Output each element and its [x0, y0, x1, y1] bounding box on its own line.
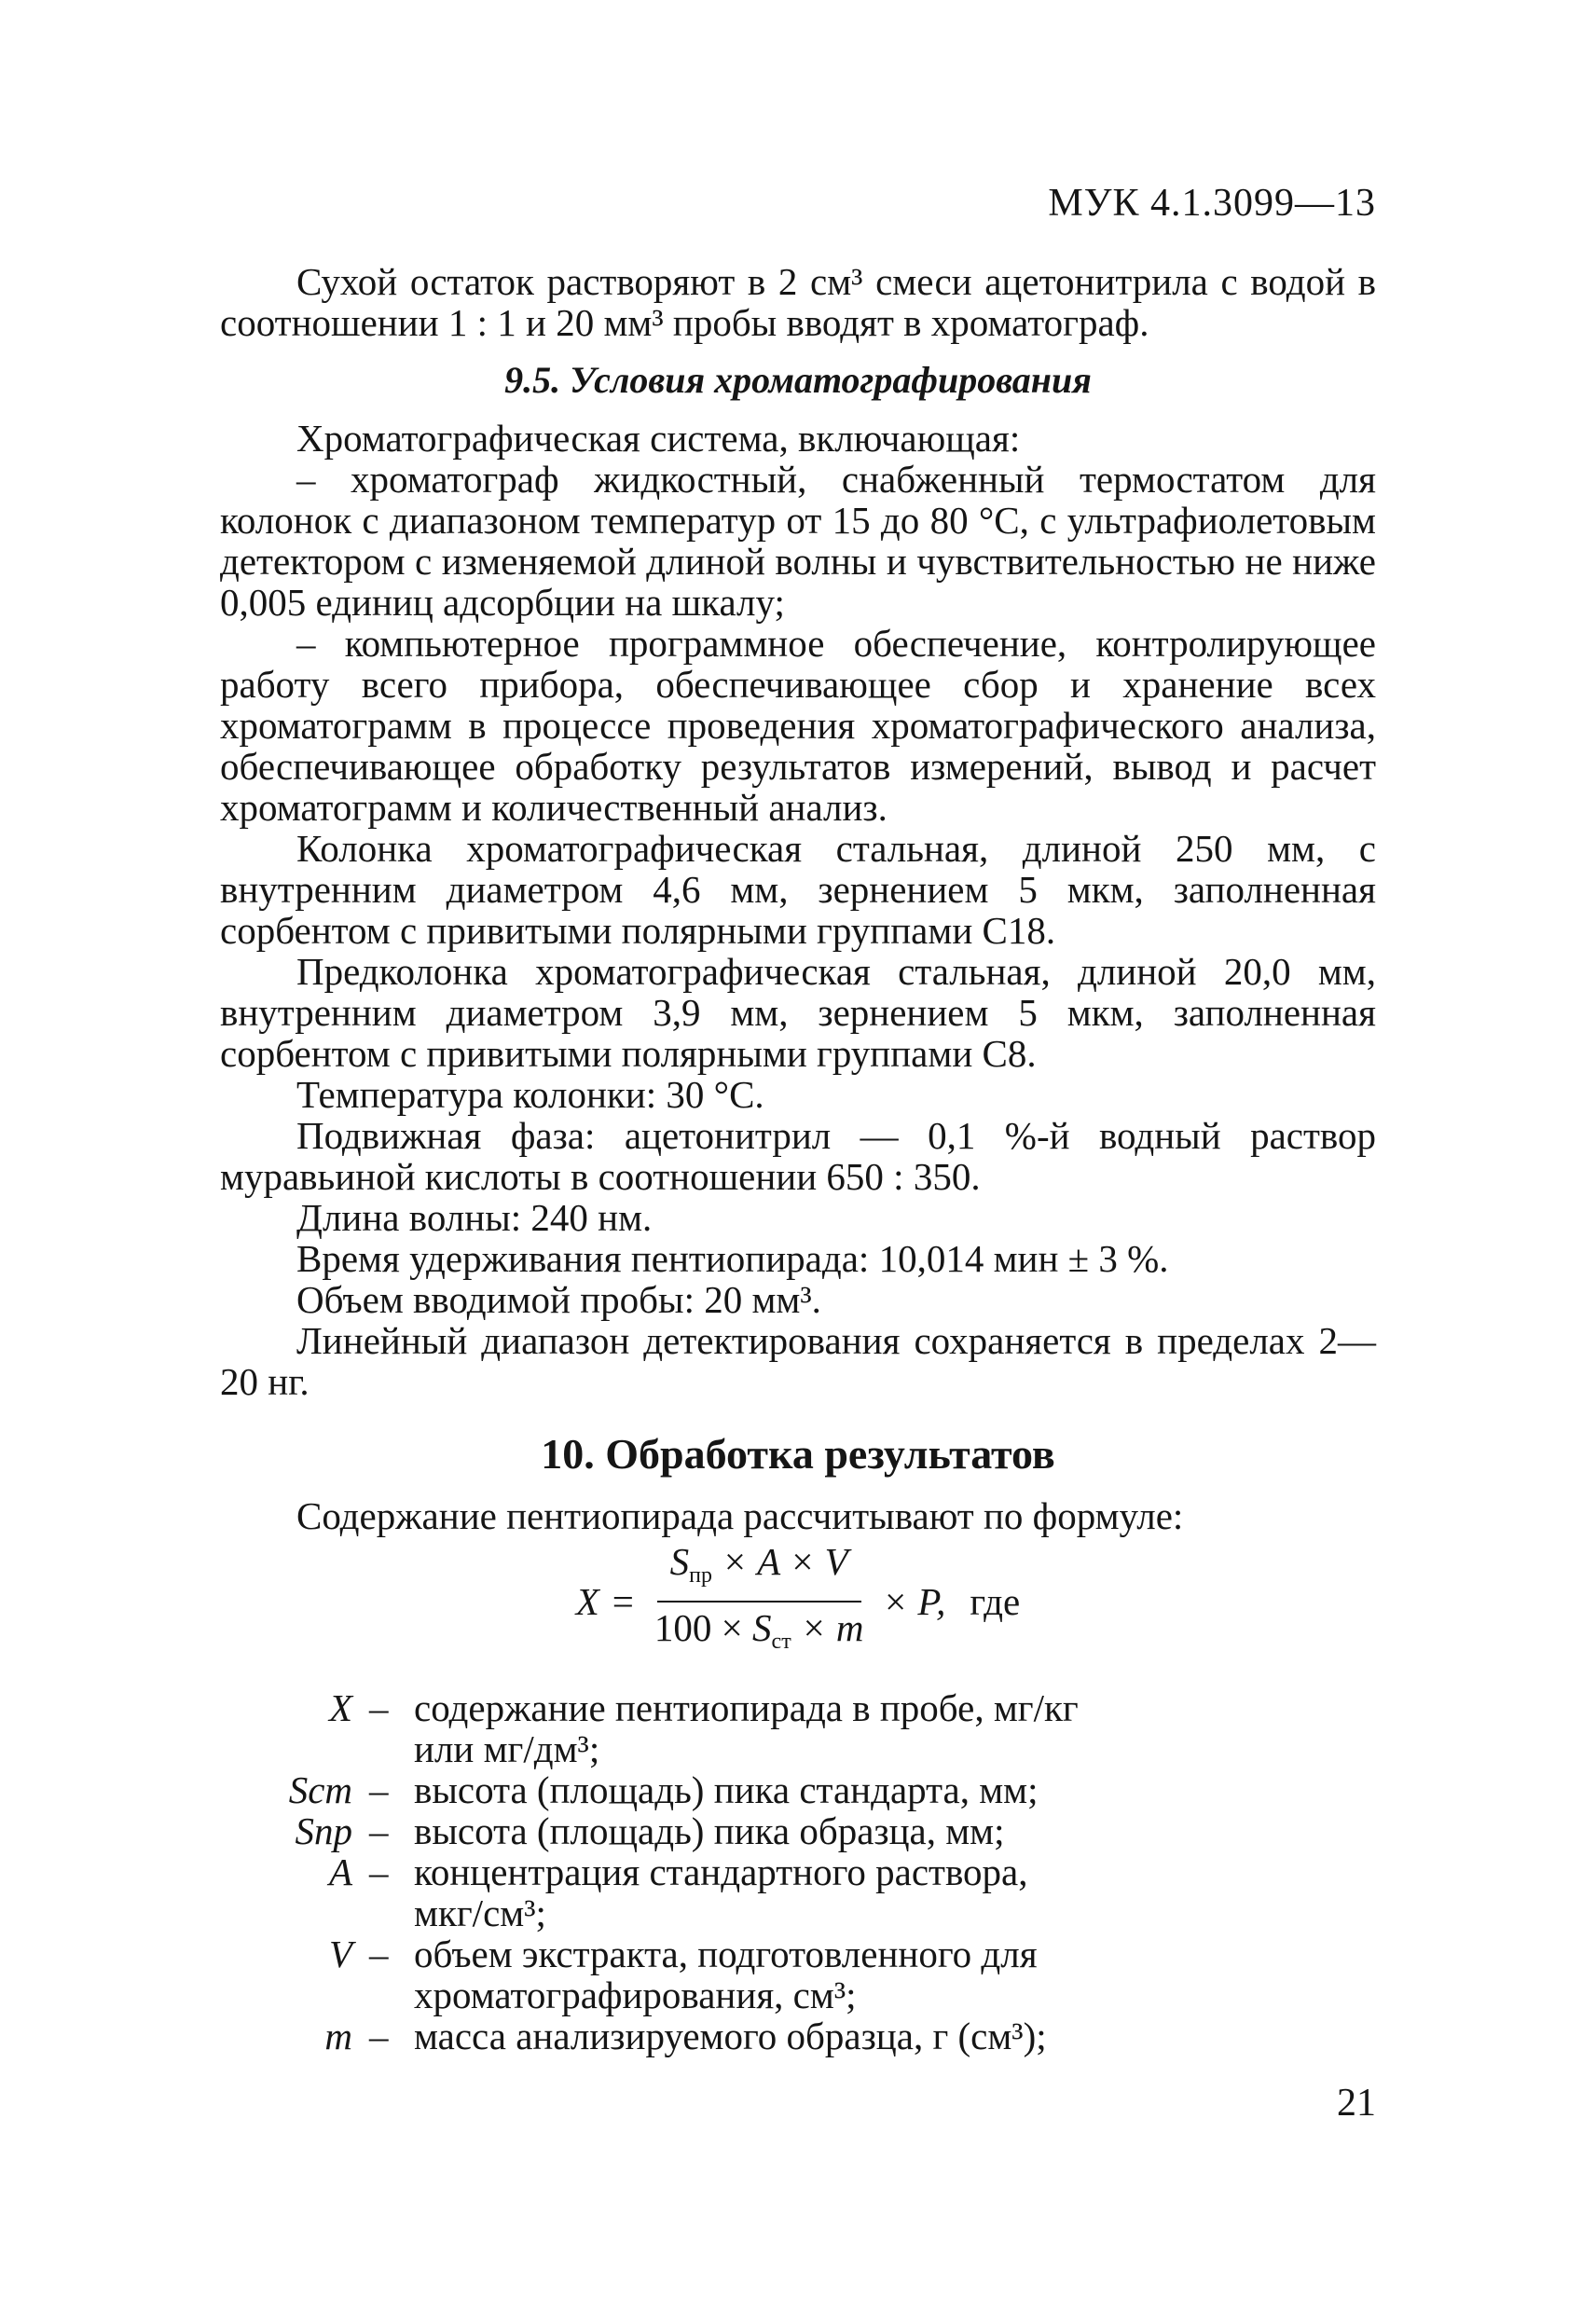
system-intro-paragraph: Хроматографическая система, включающая: — [296, 417, 1021, 460]
legend-text: высота (площадь) пика образца, мм; — [414, 1809, 1005, 1852]
injection-volume-paragraph: Объем вводимой пробы: 20 мм³. — [296, 1278, 821, 1321]
legend-symbol: V — [328, 1933, 352, 1975]
legend-symbol: X — [328, 1686, 352, 1729]
numerator-s: S — [669, 1540, 690, 1583]
denominator-number: 100 × — [654, 1606, 753, 1649]
formula-intro: Содержание пентиопирада рассчитывают по формуле: — [296, 1494, 1184, 1537]
linear-range-paragraph: Линейный диапазон детектирования сохраняется в пределах 2—20 нг. — [220, 1319, 1376, 1403]
legend-text: масса анализируемого образца, г (см³); — [414, 2015, 1047, 2057]
denominator-s-subscript: ст — [771, 1630, 791, 1654]
column-temperature-paragraph: Температура колонки: 30 °С. — [296, 1073, 764, 1116]
legend-symbol: A — [328, 1850, 352, 1893]
formula-denominator — [641, 1603, 877, 1663]
intro-paragraph: Сухой остаток растворяют в 2 см³ смеси ацетонитрила с водой в соотношении 1 : 1 и 20 мм³ пробы вводят в хроматограф. — [220, 260, 1376, 344]
page-number: 21 — [1337, 2082, 1376, 2125]
legend-row — [220, 1810, 1376, 1851]
retention-time-paragraph: Время удерживания пентиопирада: 10,014 мин ± 3 %. — [296, 1237, 1169, 1280]
legend-row — [220, 1933, 1376, 2015]
legend-symbol: m — [324, 2015, 352, 2057]
legend-text: объем экстракта, подготовленного для хроматографирования, см³; — [414, 1933, 1038, 2016]
legend-dash: – — [369, 1850, 389, 1893]
legend-symbol: Sпр — [295, 1809, 352, 1852]
software-item: – компьютерное программное обеспечение, контролирующее работу всего прибора, обеспечивающее сбор и хранение всех хроматограмм в процессе проведения хроматографического анализа, обеспечивающее обработку результатов измерений, вывод и расчет хроматограмм и количественный анализ. — [220, 622, 1376, 829]
wavelength-paragraph: Длина волны: 240 нм. — [296, 1196, 653, 1239]
legend-row — [220, 1687, 1376, 1769]
formula-lhs: X — [575, 1580, 599, 1623]
calculation-formula — [220, 1540, 1376, 1663]
legend-text: концентрация стандартного раствора, мкг/см³; — [414, 1850, 1028, 1934]
section-10-heading: 10. Обработка результатов — [541, 1430, 1055, 1478]
legend-text: содержание пентиопирада в пробе, мг/кг или мг/дм³; — [414, 1686, 1079, 1770]
formula-rhs: × P, — [882, 1580, 946, 1623]
formula-numerator — [657, 1540, 861, 1603]
denominator-s: S — [752, 1606, 772, 1649]
numerator-s-subscript: пр — [689, 1563, 713, 1588]
legend-dash: – — [369, 1686, 389, 1729]
section-9-5-heading: 9.5. Условия хроматографирования — [504, 359, 1092, 401]
formula-where: где — [970, 1580, 1021, 1623]
document-code-header: МУК 4.1.3099—13 — [1048, 182, 1376, 225]
precolumn-paragraph: Предколонка хроматографическая стальная, длиной 20,0 мм, внутренним диаметром 3,9 мм, зернением 5 мкм, заполненная сорбентом с привитыми полярными группами С8. — [220, 950, 1376, 1075]
formula-equals: = — [612, 1580, 634, 1623]
legend-row — [220, 1851, 1376, 1933]
legend-row — [220, 2015, 1376, 2057]
legend-row — [220, 1769, 1376, 1810]
document-body — [220, 261, 1376, 2057]
legend-dash: – — [369, 2015, 389, 2057]
column-paragraph: Колонка хроматографическая стальная, длиной 250 мм, с внутренним диаметром 4,6 мм, зернением 5 мкм, заполненная сорбентом с привитыми полярными группами С18. — [220, 827, 1376, 952]
formula-fraction — [641, 1540, 877, 1663]
legend-dash: – — [369, 1933, 389, 1975]
mobile-phase-paragraph: Подвижная фаза: ацетонитрил — 0,1 %-й водный раствор муравьиной кислоты в соотношении 650 : 350. — [220, 1114, 1376, 1198]
numerator-rest: × A × V — [712, 1540, 848, 1583]
legend-dash: – — [369, 1768, 389, 1811]
chromatograph-item: – хроматограф жидкостный, снабженный термостатом для колонок с диапазоном температур от 15 до 80 °С, с ультрафиолетовым детектором с изменяемой длиной волны и чувствительностью не ниже 0,005 единиц адсорбции на шкалу; — [220, 458, 1376, 624]
legend-dash: – — [369, 1809, 389, 1852]
formula-legend — [220, 1687, 1376, 2057]
denominator-rest: × m — [791, 1606, 864, 1649]
legend-text: высота (площадь) пика стандарта, мм; — [414, 1768, 1039, 1811]
legend-symbol: Sст — [288, 1768, 352, 1811]
